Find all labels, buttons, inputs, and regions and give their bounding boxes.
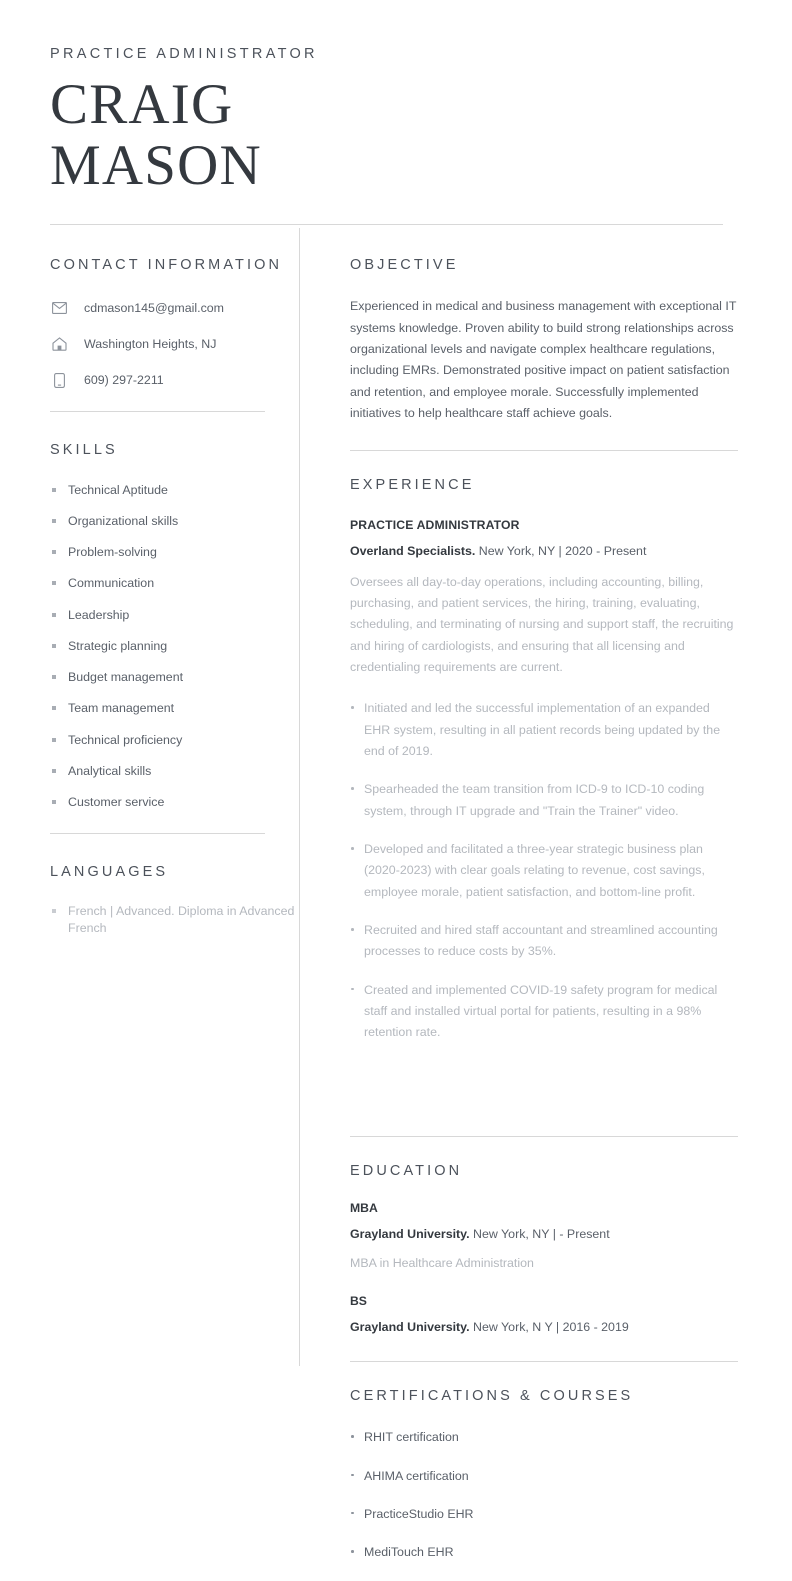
- spacer: [350, 424, 738, 450]
- spacer: [350, 451, 738, 477]
- list-item: French | Advanced. Diploma in Advanced French: [50, 903, 315, 936]
- resume-body: [50, 224, 737, 1581]
- first-name: CRAIG: [50, 73, 234, 137]
- list-item: Developed and facilitated a three-year strategic business plan (2020-2023) with clear goals relating to revenue, cost savings, employee morale, patient satisfaction, and bottom-line profit.: [350, 839, 738, 903]
- list-item: Technical proficiency: [50, 732, 315, 749]
- skills-section: [50, 442, 315, 810]
- languages-heading: LANGUAGES: [50, 863, 169, 880]
- envelope-icon: [50, 302, 68, 314]
- list-item: Budget management: [50, 669, 315, 686]
- education-section: [350, 1163, 738, 1337]
- contact-phone-value: 609) 297-2211: [84, 373, 164, 388]
- certifications-section: [350, 1388, 738, 1564]
- contact-location-value: Washington Heights, NJ: [84, 337, 217, 352]
- experience-entry: [350, 517, 738, 1044]
- education-degree: MBA: [350, 1201, 378, 1216]
- page-title: [50, 75, 742, 196]
- experience-description: Oversees all day-to-day operations, including accounting, billing, purchasing, and patient services, the hiring, training, evaluating, scheduling, and terminating of nursing and support staff, the recruiting and hiring of cardiologists, and ensuring that all licensing and credentialing requirements are current.: [350, 574, 734, 675]
- experience-section: [350, 477, 738, 1043]
- education-degree: BS: [350, 1293, 367, 1308]
- experience-location-dates: New York, NY | 2020 - Present: [478, 543, 647, 558]
- list-item: Analytical skills: [50, 763, 315, 780]
- certifications-list: [350, 1427, 738, 1563]
- education-note: MBA in Healthcare Administration: [350, 1256, 534, 1271]
- list-item: MediTouch EHR: [350, 1542, 738, 1563]
- education-location-dates: New York, N Y | 2016 - 2019: [473, 1319, 629, 1334]
- list-item: Technical Aptitude: [50, 482, 315, 499]
- sidebar-divider-skills: [50, 411, 265, 412]
- list-item: AHIMA certification: [350, 1466, 738, 1487]
- list-item: RHIT certification: [350, 1427, 738, 1448]
- list-item: Recruited and hired staff accountant and streamlined accounting processes to reduce costs by 35%.: [350, 920, 738, 963]
- list-item: Customer service: [50, 794, 315, 811]
- education-school: Grayland University.: [350, 1319, 470, 1334]
- certifications-heading: CERTIFICATIONS & COURSES: [350, 1387, 634, 1404]
- list-item: Team management: [50, 700, 315, 717]
- resume-header: [50, 0, 742, 196]
- education-entry: [350, 1200, 738, 1273]
- main-column: [315, 224, 738, 1581]
- education-meta: [350, 1226, 738, 1244]
- contact-email-value: cdmason145@gmail.com: [84, 301, 224, 316]
- education-entry: [350, 1293, 738, 1337]
- education-meta: [350, 1319, 738, 1337]
- spacer: [350, 1137, 738, 1163]
- spacer: [350, 1061, 738, 1136]
- objective-section: [350, 257, 738, 424]
- objective-heading: OBJECTIVE: [350, 257, 459, 273]
- objective-text: Experienced in medical and business management with exceptional IT systems knowledge. Proven ability to build strong relationships across organizational levels and navigate complex healthcare regulations, including EMRs. Demonstrated positive impact on patient satisfaction and retention, and employee morale. Successfully implemented initiatives to help healthcare staff achieve goals.: [350, 299, 737, 421]
- education-school: Grayland University.: [350, 1227, 470, 1242]
- languages-list: [50, 903, 315, 936]
- list-item: Organizational skills: [50, 513, 315, 530]
- spacer: [350, 1362, 738, 1388]
- phone-icon: [50, 373, 68, 388]
- experience-bullet-list: [350, 698, 738, 1043]
- education-heading: EDUCATION: [350, 1162, 463, 1179]
- header-job-title: PRACTICE ADMINISTRATOR: [50, 46, 318, 62]
- list-item: Spearheaded the team transition from ICD-9 to ICD-10 coding system, through IT upgrade and "Train the Trainer" video.: [350, 779, 738, 822]
- list-item: Problem-solving: [50, 544, 315, 561]
- education-location-dates: New York, NY | - Present: [473, 1227, 610, 1242]
- skills-list: [50, 482, 315, 811]
- sidebar-column: [50, 224, 315, 1581]
- home-icon: [50, 337, 68, 351]
- contact-heading: CONTACT INFORMATION: [50, 257, 283, 273]
- contact-item-email[interactable]: [50, 299, 315, 317]
- languages-section: [50, 864, 315, 937]
- list-item: Initiated and led the successful implementation of an expanded EHR system, resulting in all patient records being updated by the end of 2019.: [350, 698, 738, 762]
- contact-item-location[interactable]: [50, 335, 315, 353]
- list-item: Strategic planning: [50, 638, 315, 655]
- experience-meta: [350, 543, 738, 561]
- contact-item-phone[interactable]: [50, 371, 315, 389]
- experience-company: Overland Specialists.: [350, 543, 476, 558]
- sidebar-divider-languages: [50, 833, 265, 834]
- list-item: PracticeStudio EHR: [350, 1504, 738, 1525]
- list-item: Communication: [50, 575, 315, 592]
- contact-list: [50, 299, 315, 389]
- spacer: [350, 1337, 738, 1361]
- contact-section: [50, 257, 315, 389]
- experience-heading: EXPERIENCE: [350, 477, 475, 494]
- skills-heading: SKILLS: [50, 442, 118, 459]
- experience-role: PRACTICE ADMINISTRATOR: [350, 517, 520, 532]
- list-item: Leadership: [50, 607, 315, 624]
- list-item: Created and implemented COVID-19 safety program for medical staff and installed virtual portal for patients, resulting in a 98% retention rate.: [350, 980, 738, 1044]
- last-name: MASON: [50, 133, 262, 197]
